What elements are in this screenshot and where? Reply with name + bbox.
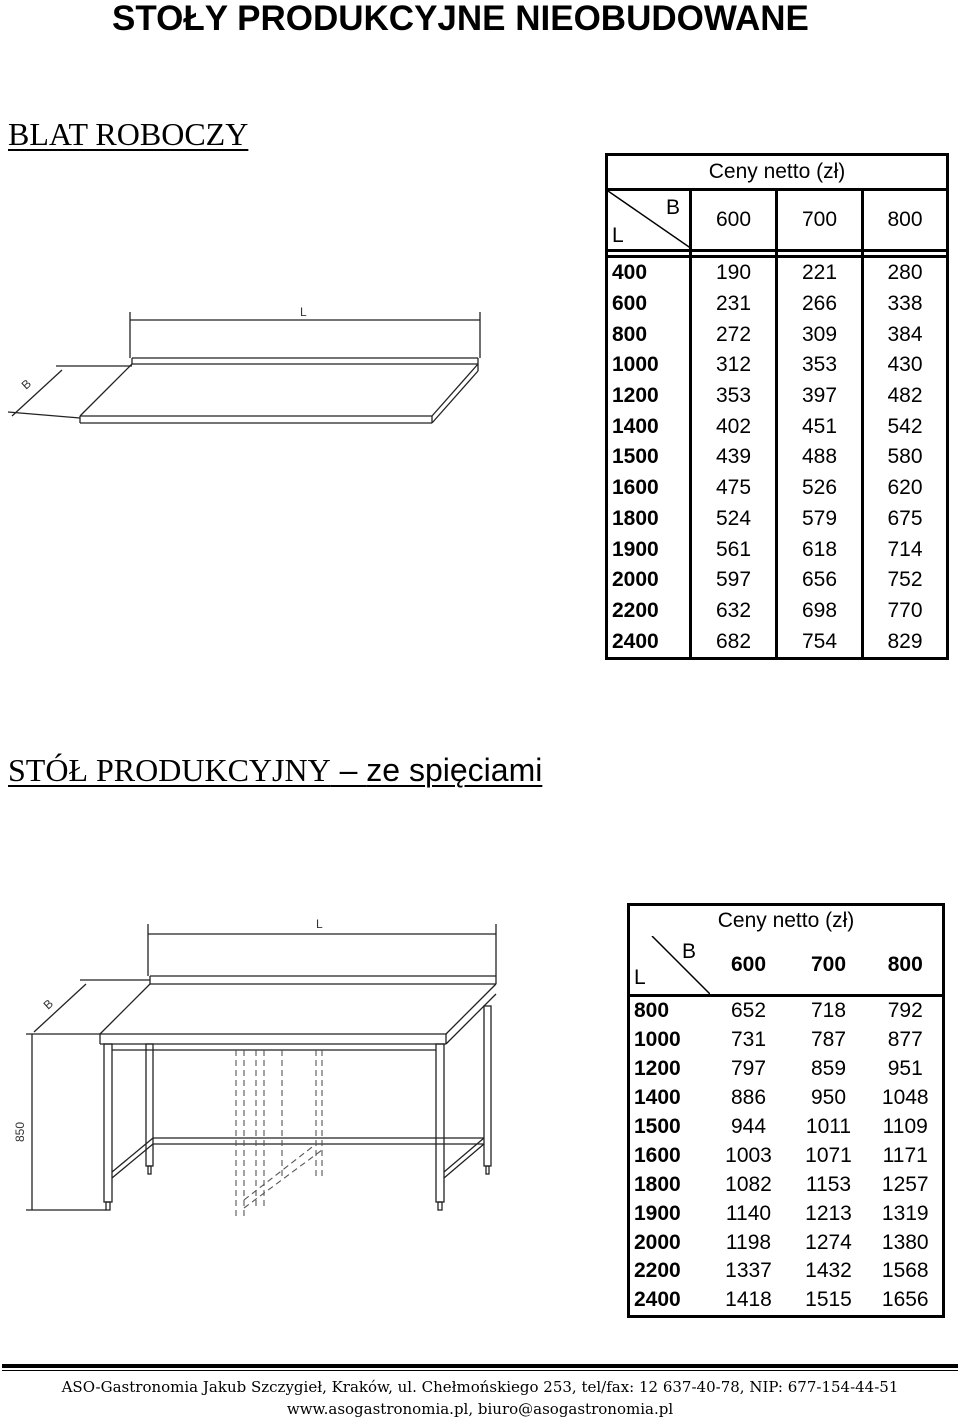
row-label: 1800 xyxy=(607,504,691,535)
price-cell: 1213 xyxy=(805,1201,852,1225)
price-cell: 731 xyxy=(730,1028,767,1052)
price-cell: 1257 xyxy=(881,1172,929,1196)
column-header: 700 xyxy=(789,936,869,996)
price-cell: 482 xyxy=(887,384,923,408)
row-label: 800 xyxy=(607,319,691,350)
worktop-width-label: B xyxy=(18,376,34,393)
table-height-label: 850 xyxy=(13,1121,27,1142)
price-table-blat xyxy=(605,153,949,660)
price-cell: 1198 xyxy=(725,1230,772,1254)
row-label: 1400 xyxy=(634,1086,681,1110)
row-label: 2400 xyxy=(634,1288,681,1312)
column-header: 600 xyxy=(709,936,789,996)
price-cell: 397 xyxy=(777,381,863,412)
table-row xyxy=(629,1286,944,1316)
table-row xyxy=(629,1084,944,1113)
row-label: 600 xyxy=(607,289,691,320)
price-cell: 1071 xyxy=(805,1143,852,1167)
price-cell: 526 xyxy=(777,473,863,504)
row-label: 400 xyxy=(607,257,691,289)
price-cell: 231 xyxy=(691,289,777,320)
table-row xyxy=(607,289,948,320)
worktop-drawing xyxy=(0,290,500,440)
table-row xyxy=(629,1141,944,1170)
price-cell: 338 xyxy=(887,292,923,316)
row-label: 1400 xyxy=(607,411,691,442)
price-cell: 280 xyxy=(887,261,923,285)
table-row xyxy=(607,534,948,565)
price-cell: 859 xyxy=(810,1057,847,1081)
price-cell: 714 xyxy=(887,537,923,561)
table-row xyxy=(607,473,948,504)
price-cell: 682 xyxy=(691,626,777,658)
price-cell: 792 xyxy=(887,999,923,1023)
row-label: 1000 xyxy=(634,1028,681,1052)
section-heading-main: STÓŁ PRODUKCYJNY xyxy=(8,752,331,788)
price-cell: 272 xyxy=(691,319,777,350)
price-cell: 618 xyxy=(777,534,863,565)
price-table-stol xyxy=(627,903,945,1318)
price-cell: 1418 xyxy=(725,1288,772,1312)
table-corner xyxy=(629,936,709,996)
row-label: 2000 xyxy=(607,565,691,596)
price-cell: 1153 xyxy=(805,1172,852,1196)
price-cell: 1380 xyxy=(881,1230,929,1254)
price-cell: 266 xyxy=(777,289,863,320)
price-cell: 770 xyxy=(887,598,923,622)
price-cell: 1515 xyxy=(805,1288,852,1312)
price-cell: 451 xyxy=(777,411,863,442)
table-row xyxy=(607,565,948,596)
price-cell: 1048 xyxy=(881,1086,929,1110)
table-corner xyxy=(607,190,691,251)
row-axis-label: L xyxy=(634,966,646,989)
row-label: 1800 xyxy=(634,1172,681,1196)
table-row xyxy=(607,504,948,535)
price-cell: 1432 xyxy=(805,1259,852,1283)
price-cell: 488 xyxy=(777,442,863,473)
price-cell: 1011 xyxy=(805,1115,852,1138)
price-cell: 1319 xyxy=(881,1201,929,1225)
table-row xyxy=(607,319,948,350)
col-axis-label: B xyxy=(682,940,697,963)
price-cell: 877 xyxy=(887,1028,923,1052)
table-row xyxy=(629,1228,944,1257)
row-label: 1200 xyxy=(607,381,691,412)
table-row xyxy=(629,996,944,1026)
table-row xyxy=(629,1199,944,1228)
price-cell: 675 xyxy=(887,506,923,530)
price-cell: 190 xyxy=(691,257,777,289)
price-cell: 580 xyxy=(887,445,923,469)
price-cell: 402 xyxy=(691,411,777,442)
price-cell: 1656 xyxy=(881,1288,929,1312)
price-cell: 384 xyxy=(887,322,923,346)
section-heading-dash: – xyxy=(330,752,367,788)
price-cell: 829 xyxy=(887,629,923,653)
price-cell: 597 xyxy=(691,565,777,596)
row-label: 2200 xyxy=(634,1259,681,1283)
row-axis-label: L xyxy=(612,224,624,247)
price-cell: 579 xyxy=(777,504,863,535)
section-heading-stol xyxy=(8,752,542,788)
price-cell: 752 xyxy=(887,568,923,592)
price-cell: 632 xyxy=(691,596,777,627)
price-cell: 542 xyxy=(887,414,923,438)
table-length-label: L xyxy=(316,917,323,931)
price-cell: 312 xyxy=(691,350,777,381)
column-header: 800 xyxy=(863,190,948,251)
price-cell: 620 xyxy=(887,476,923,500)
footer-rule xyxy=(2,1364,958,1368)
price-cell: 475 xyxy=(691,473,777,504)
table-caption: Ceny netto (zł) xyxy=(607,155,948,190)
price-cell: 1274 xyxy=(805,1230,852,1254)
section-heading-sub: ze spięciami xyxy=(366,752,543,788)
row-label: 1000 xyxy=(607,350,691,381)
table-row xyxy=(607,350,948,381)
price-cell: 698 xyxy=(777,596,863,627)
row-label: 800 xyxy=(634,999,670,1023)
table-row xyxy=(607,442,948,473)
price-cell: 561 xyxy=(691,534,777,565)
price-cell: 1003 xyxy=(725,1143,772,1167)
table-width-label: B xyxy=(40,996,56,1013)
price-cell: 886 xyxy=(730,1086,767,1110)
price-cell: 1082 xyxy=(725,1172,772,1196)
column-header: 600 xyxy=(691,190,777,251)
row-label: 2200 xyxy=(607,596,691,627)
table-row xyxy=(607,381,948,412)
footer-address: ASO-Gastronomia Jakub Szczygieł, Kraków, ul. Chełmońskiego 253, tel/fax: 12 637-40-78, NIP: 677-154-44-51 xyxy=(61,1378,899,1396)
price-cell: 430 xyxy=(887,353,923,377)
price-cell: 353 xyxy=(777,350,863,381)
price-cell: 221 xyxy=(777,257,863,289)
price-cell: 951 xyxy=(887,1057,923,1081)
price-cell: 353 xyxy=(691,381,777,412)
price-cell: 944 xyxy=(730,1115,767,1138)
price-cell: 524 xyxy=(691,504,777,535)
row-label: 2400 xyxy=(607,626,691,658)
price-cell: 1568 xyxy=(881,1259,929,1283)
table-drawing xyxy=(0,910,510,1230)
table-row xyxy=(629,1257,944,1286)
price-cell: 1337 xyxy=(725,1259,772,1283)
price-cell: 718 xyxy=(810,999,847,1023)
table-row xyxy=(629,1055,944,1084)
footer-rule-thin xyxy=(2,1370,958,1371)
price-cell: 950 xyxy=(810,1086,847,1110)
price-cell: 754 xyxy=(777,626,863,658)
row-label: 1500 xyxy=(607,442,691,473)
price-cell: 1140 xyxy=(725,1201,772,1225)
price-cell: 439 xyxy=(691,442,777,473)
footer-contact: www.asogastronomia.pl, biuro@asogastronomia.pl xyxy=(286,1400,674,1418)
table-row xyxy=(607,626,948,658)
table-row xyxy=(629,1170,944,1199)
price-cell: 309 xyxy=(777,319,863,350)
price-cell: 656 xyxy=(777,565,863,596)
price-cell: 797 xyxy=(730,1057,767,1081)
row-label: 1500 xyxy=(634,1115,681,1138)
table-row xyxy=(607,257,948,289)
table-row xyxy=(607,596,948,627)
row-label: 1200 xyxy=(634,1057,681,1081)
price-cell: 652 xyxy=(730,999,767,1023)
price-cell: 1171 xyxy=(882,1143,928,1167)
price-cell: 1109 xyxy=(882,1115,928,1138)
col-axis-label: B xyxy=(666,196,681,219)
column-header: 700 xyxy=(777,190,863,251)
table-row xyxy=(607,411,948,442)
table-caption: Ceny netto (zł) xyxy=(717,909,855,932)
table-row xyxy=(629,1113,944,1142)
row-label: 2000 xyxy=(634,1230,681,1254)
price-cell: 787 xyxy=(810,1028,847,1052)
worktop-length-label: L xyxy=(300,305,307,319)
row-label: 1600 xyxy=(634,1143,681,1167)
row-label: 1900 xyxy=(634,1201,681,1225)
column-header: 800 xyxy=(869,936,944,996)
row-label: 1900 xyxy=(607,534,691,565)
table-row xyxy=(629,1026,944,1055)
row-label: 1600 xyxy=(607,473,691,504)
page-title: STOŁY PRODUKCYJNE NIEOBUDOWANE xyxy=(112,0,809,38)
section-heading-blat: BLAT ROBOCZY xyxy=(8,116,249,152)
